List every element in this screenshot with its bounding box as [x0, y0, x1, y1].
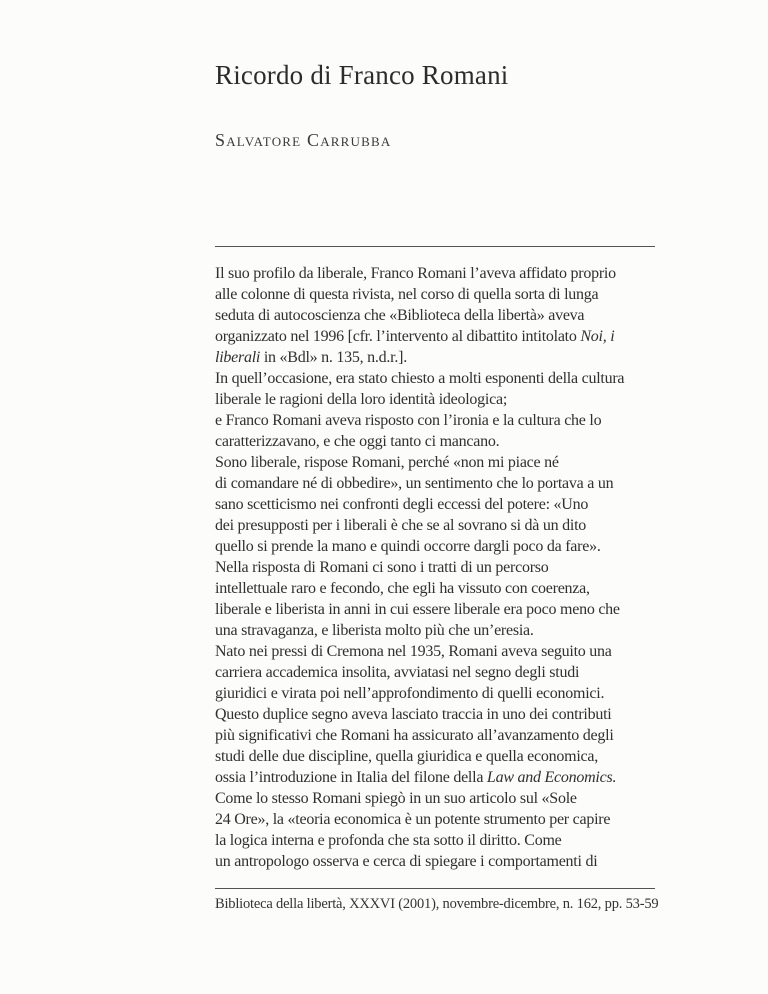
body-line: di comandare né di obbedire», un sentimento che lo portava a un — [215, 475, 614, 492]
article-author: Salvatore Carrubba — [215, 130, 392, 150]
body-line: Come lo stesso Romani spiegò in un suo articolo sul «Sole — [215, 790, 577, 807]
body-line: Nella risposta di Romani ci sono i tratti di un percorso — [215, 559, 549, 576]
article-body-text — [215, 263, 663, 872]
body-line: giuridici e virata poi nell’approfondimento di quelli economici. — [215, 685, 605, 702]
body-line: e Franco Romani aveva risposto con l’ironia e la cultura che lo — [215, 412, 602, 429]
body-line: liberale e liberista in anni in cui essere liberale era poco meno che — [215, 601, 620, 618]
footer-separator-rule — [215, 888, 655, 889]
body-line: alle colonne di questa rivista, nel corso di quella sorta di lunga — [215, 286, 599, 303]
body-line: carriera accademica insolita, avviatasi nel segno degli studi — [215, 664, 580, 681]
header-separator-rule — [215, 246, 655, 247]
article-title: Ricordo di Franco Romani — [215, 60, 509, 90]
body-line: dei presupposti per i liberali è che se al sovrano si dà un dito — [215, 517, 587, 534]
journal-citation: Biblioteca della libertà, XXXVI (2001), novembre-dicembre, n. 162, pp. 53-59 — [215, 896, 659, 912]
body-line: ossia l’introduzione in Italia del filone della Law and Economics. — [215, 769, 617, 786]
body-line: seduta di autocoscienza che «Biblioteca della libertà» aveva — [215, 307, 585, 324]
body-line: sano scetticismo nei confronti degli eccessi del potere: «Uno — [215, 496, 589, 513]
body-line: Nato nei pressi di Cremona nel 1935, Romani aveva seguito una — [215, 643, 612, 660]
body-line: un antropologo osserva e cerca di spiegare i comportamenti di — [215, 853, 598, 870]
body-line: liberali in «Bdl» n. 135, n.d.r.]. — [215, 349, 407, 366]
body-line: organizzato nel 1996 [cfr. l’intervento al dibattito intitolato Noi, i — [215, 328, 615, 345]
body-line: studi delle due discipline, quella giuridica e quella economica, — [215, 748, 598, 765]
body-line: Questo duplice segno aveva lasciato traccia in uno dei contributi — [215, 706, 612, 723]
body-line: Il suo profilo da liberale, Franco Romani l’aveva affidato proprio — [215, 265, 616, 282]
body-line: una stravaganza, e liberista molto più che un’eresia. — [215, 622, 534, 639]
body-line: intellettuale raro e fecondo, che egli ha vissuto con coerenza, — [215, 580, 590, 597]
body-line: la logica interna e profonda che sta sotto il diritto. Come — [215, 832, 562, 849]
body-line: liberale le ragioni della loro identità ideologica; — [215, 391, 508, 408]
body-line: caratterizzavano, e che oggi tanto ci mancano. — [215, 433, 500, 450]
body-line: 24 Ore», la «teoria economica è un potente strumento per capire — [215, 811, 611, 828]
body-line: quello si prende la mano e quindi occorre dargli poco da fare». — [215, 538, 601, 555]
body-line: In quell’occasione, era stato chiesto a molti esponenti della cultura — [215, 370, 625, 387]
body-line: più significativi che Romani ha assicurato all’avanzamento degli — [215, 727, 614, 744]
body-line: Sono liberale, rispose Romani, perché «non mi piace né — [215, 454, 559, 471]
